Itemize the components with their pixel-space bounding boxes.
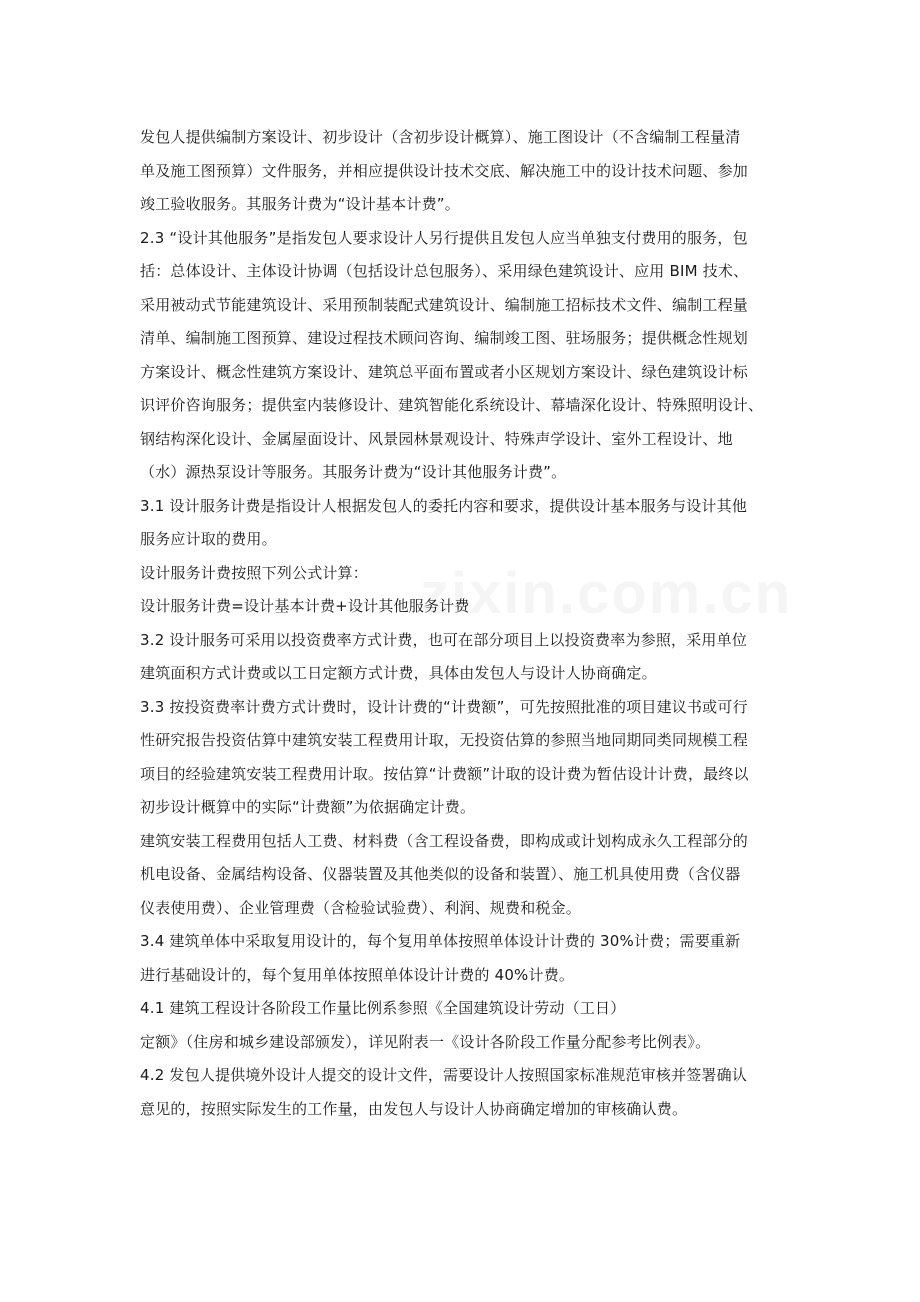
text-line: 方案设计、概念性建筑方案设计、建筑总平面布置或者小区规划方案设计、绿色建筑设计标 [140,362,749,381]
text-line: 性研究报告投资估算中建筑安装工程费用计取，无投资估算的参照当地同期同类同规模工程 [140,731,749,749]
text-line: 初步设计概算中的实际“计费额”为依据确定计费。 [140,798,476,816]
text-line: 进行基础设计的，每个复用单体按照单体设计计费的 40%计费。 [140,965,575,984]
text-line: 意见的，按照实际发生的工作量，由发包人与设计人协商确定增加的审核确认费。 [140,1099,688,1118]
text-line: 建筑安装工程费用包括人工费、材料费（含工程设备费，即构成或计划构成永久工程部分的 [140,831,749,850]
text-line: 清单、编制施工图预算、建设过程技术顾问咨询、编制竣工图、驻场服务；提供概念性规划 [140,329,749,347]
watermark: zixin.com.cn [420,561,793,626]
text-line: 钢结构深化设计、金属屋面设计、风景园林景观设计、特殊声学设计、室外工程设计、地 [140,429,733,448]
text-line: 发包人提供编制方案设计、初步设计（含初步设计概算）、施工图设计（不含编制工程量清 [140,128,741,146]
text-line: 竣工验收服务。其服务计费为“设计基本计费”。 [140,195,460,213]
document-body [140,121,793,1126]
text-line: 3.3 按投资费率计费方式计费时，设计计费的“计费额”，可先按照批准的项目建议书或可行 [140,697,748,716]
text-line: 4.2 发包人提供境外设计人提交的设计文件，需要设计人按照国家标准规范审核并签署确认 [140,1066,748,1084]
text-line: 设计服务计费=设计基本计费+设计其他服务计费 [140,597,470,615]
text-line: 识评价咨询服务；提供室内装修设计、建筑智能化系统设计、幕墙深化设计、特殊照明设计、 [140,396,764,414]
text-line: 3.4 建筑单体中采取复用设计的，每个复用单体按照单体设计计费的 30%计费；需要重新 [140,932,741,950]
text-line: 定额》（住房和城乡建设部颁发），详见附表一《设计各阶段工作量分配参考比例表》。 [140,1032,711,1051]
text-line: 2.3 “设计其他服务”是指发包人要求设计人另行提供且发包人应当单独支付费用的服务，包 [140,228,748,247]
text-line: 采用被动式节能建筑设计、采用预制装配式建筑设计、编制施工招标技术文件、编制工程量 [140,295,749,314]
text-line: 仪表使用费）、企业管理费（含检验试验费）、利润、规费和税金。 [140,898,582,917]
text-line: 机电设备、金属结构设备、仪器装置及其他类似的设备和装置）、施工机具使用费（含仪器 [140,865,741,883]
text-line: 3.1 设计服务计费是指设计人根据发包人的委托内容和要求，提供设计基本服务与设计其他 [140,496,748,515]
text-line: （水）源热泵设计等服务。其服务计费为“设计其他服务计费”。 [140,463,567,481]
text-line: 3.2 设计服务可采用以投资费率方式计费，也可在部分项目上以投资费率为参照，采用单位 [140,630,748,649]
text-line: 4.1 建筑工程设计各阶段工作量比例系参照《全国建筑设计劳动（工日） [140,999,626,1017]
text-line: 设计服务计费按照下列公式计算： [140,563,369,582]
text-line: 建筑面积方式计费或以工日定额方式计费，具体由发包人与设计人协商确定。 [140,664,657,682]
text-line: 服务应计取的费用。 [140,530,277,548]
text-line: 单及施工图预算）文件服务，并相应提供设计技术交底、解决施工中的设计技术问题、参加 [140,161,749,180]
text-line: 括：总体设计、主体设计协调（包括设计总包服务）、采用绿色建筑设计、应用 BIM 技术、 [140,262,749,280]
text-line: 项目的经验建筑安装工程费用计取。按估算“计费额”计取的设计费为暂估设计计费，最终以 [140,764,749,783]
